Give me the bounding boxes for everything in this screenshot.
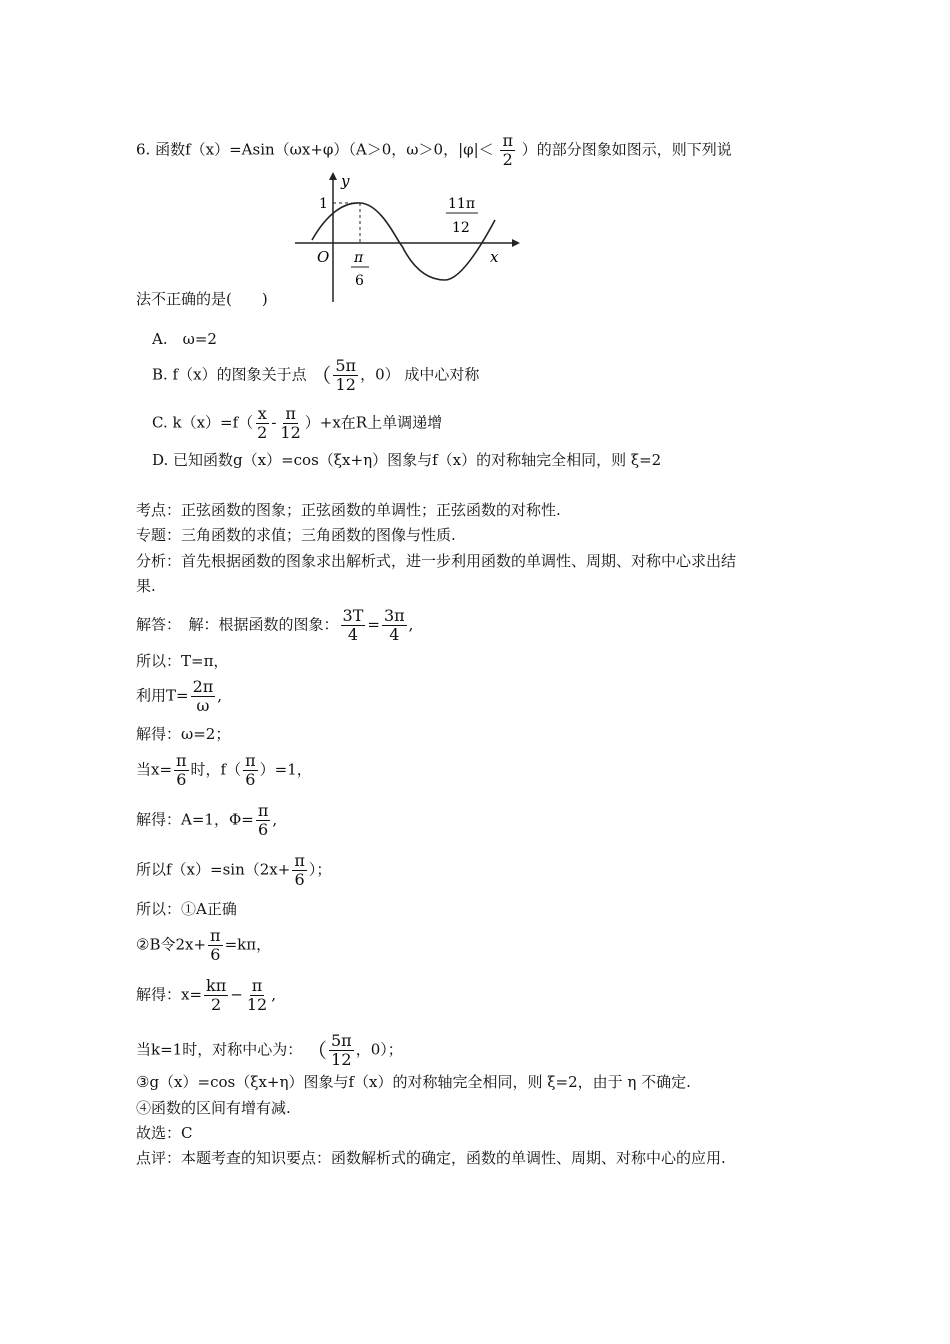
sine-graph [290,170,520,305]
jiede-x-text: 解得：x= [136,985,203,1004]
x-label: x [490,248,499,266]
frac-den: 12 [280,423,301,442]
equals: = [367,615,380,634]
jiede-a [136,802,277,839]
kaodian: 考点：正弦函数的图象；正弦函数的单调性；正弦函数的对称性. [136,501,561,519]
question-text: 函数f（x）=Asin（ωx+φ）（A＞0，ω＞0，|φ|＜ [155,140,494,159]
jiede-a-text: 解得：A=1，Φ= [136,810,254,829]
suoyi-f [136,852,331,889]
comma-zero: ，0） [360,365,400,384]
pi-over-6 [256,802,271,839]
suoyi-t: 所以：T=π， [136,652,229,670]
frac-den: 6 [210,945,221,964]
frac-den: 6 [294,870,305,889]
eleven-pi-den: 12 [452,220,470,236]
pi6-num: π [354,250,364,266]
comma: , [272,810,278,829]
jieda-text: 解答： 解：根据函数的图象： [136,615,339,634]
pi-over-6 [243,752,258,789]
frac-den: 4 [347,625,359,644]
comma: , [271,985,276,1004]
frac-num: π [285,404,296,423]
frac-num: π [251,976,263,995]
frac-den: ω [196,696,210,715]
suoyi-f-text: 所以f（x）=sin（2x+ [136,860,291,879]
eleven-pi-num: 11π [448,196,476,212]
question-text-2: ）的部分图象如图示，则下列说 [521,140,732,159]
pi-over-6 [208,927,223,964]
frac-den: 4 [389,625,400,644]
frac-num: 2π [192,677,214,696]
frac-den: 2 [257,423,268,442]
minus: − [230,985,243,1004]
frac-den: 6 [257,820,269,839]
frac-num: π [176,751,187,770]
three-pi-over-4 [382,607,407,644]
pi-over-2 [500,132,515,169]
pi-over-6 [292,852,307,889]
frac-den: 12 [246,995,268,1014]
x-axis-arrow [512,239,520,247]
one-label: 1 [319,196,328,212]
dang-k-post: ； [387,1040,403,1059]
comma: , [217,686,223,705]
frac-num: 5π [335,356,357,375]
jieda [136,607,413,644]
item-3: ③g（x）=cos（ξx+η）图象与f（x）的对称轴完全相同，则 ξ=2，由于 η 不确定. [136,1073,691,1091]
frac-den: 6 [245,770,256,789]
frac-den: 2 [211,995,222,1014]
suoyi-f-post: ）； [308,860,332,879]
frac-den: 2 [502,150,513,169]
dang-post: ）=1， [259,760,312,779]
pi-over-12 [245,977,269,1014]
frac-num: π [257,801,269,820]
frac-num: 3π [383,606,405,625]
b-post: =kπ， [224,935,272,954]
pi-over-12 [278,405,302,442]
comma-zero: ，0） [355,1040,388,1059]
suoyi-a: 所以：①A正确 [136,900,237,918]
liyong [136,678,222,715]
frac-num: π [502,131,513,150]
frac-num: π [294,851,305,870]
guxuan: 故选：C [136,1124,193,1142]
dianping: 点评：本题考查的知识要点：函数解析式的确定，函数的单调性、周期、对称中心的应用. [136,1149,726,1167]
frac-den: 12 [331,1050,352,1069]
dang-k [136,1032,403,1069]
comma: , [408,615,414,634]
zhuanti: 专题：三角函数的求值；三角函数的图像与性质. [136,526,456,544]
frac-den: 12 [335,375,356,394]
dang-x [136,752,312,789]
b-text: ②B令2x+ [136,935,207,954]
option-c [152,405,442,442]
frac-num: 3T [342,606,364,625]
two-pi-over-omega [191,678,216,715]
jiede-x [136,977,276,1014]
frac-num: x [257,404,267,423]
frac-den: 6 [176,770,187,789]
origin-label: O [317,248,330,266]
x-over-2 [255,405,269,442]
five-pi-over-12 [333,357,358,394]
option-b [152,357,479,394]
option-c-post: ）+x在R上单调递增 [304,413,443,432]
fenxi-1: 分析：首先根据函数的图象求出解析式，进一步利用函数的单调性、周期、对称中心求出结 [136,552,737,570]
jiede-omega: 解得：ω=2； [136,725,231,743]
option-c-text: C. k（x）=f（ [152,413,254,432]
paren-open: （ [306,1038,327,1063]
frac-num: 5π [330,1031,352,1050]
pi6-den: 6 [355,273,364,289]
k-pi-over-2 [204,977,228,1014]
b-ling [136,927,271,964]
item-4: ④函数的区间有增有减. [136,1099,291,1117]
liyong-text: 利用T= [136,686,189,705]
frac-num: kπ [206,976,227,995]
dang-text: 当x= [136,760,173,779]
y-label: y [341,172,350,190]
minus: - [271,413,277,432]
question-line-3: 法不正确的是( ) [136,290,268,308]
frac-num: π [245,751,256,770]
fenxi-2: 果. [136,577,156,595]
option-b-text: B. f（x）的图象关于点 [152,365,307,384]
sine-curve [312,203,495,280]
pi-over-6 [174,752,189,789]
option-a: A. ω=2 [152,330,217,348]
dang-k-text: 当k=1时，对称中心为： [136,1040,303,1059]
y-axis-arrow [329,172,337,180]
option-d: D. 已知函数g（x）=cos（ξx+η）图象与f（x）的对称轴完全相同，则 ξ=2 [152,451,662,469]
paren-open: （ [311,363,332,388]
three-t-over-4 [341,607,366,644]
question-line [136,132,732,169]
option-b-post: 成中心对称 [404,365,480,384]
question-number: 6. [136,140,151,159]
frac-num: π [210,926,221,945]
five-pi-over-12 [329,1032,354,1069]
dang-mid: 时，f（ [190,760,242,779]
